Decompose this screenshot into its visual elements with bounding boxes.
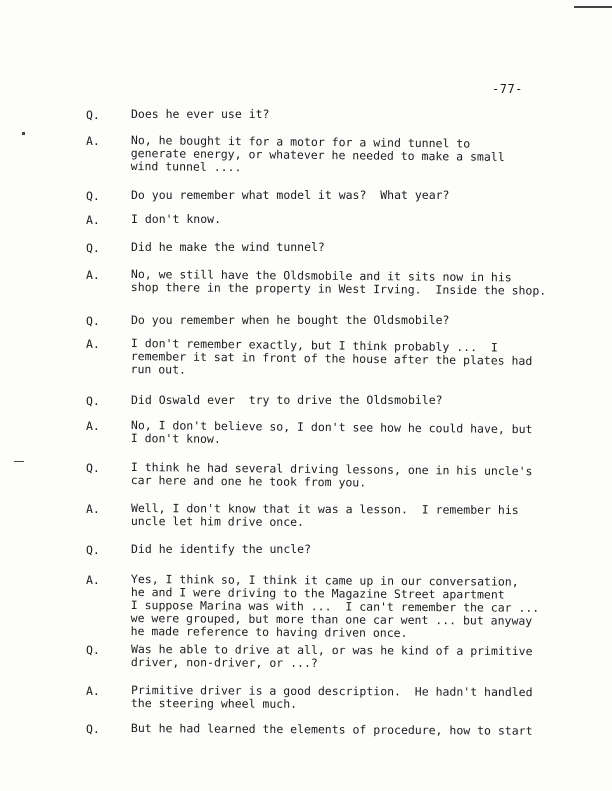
speaker-label: Q.	[86, 543, 100, 557]
entry-text: Yes, I think so, I think it came up in our conversation, he and I were driving to the Magazine Street apartment I suppose Marina was with ... I can't remember the car ... we were grouped, but more than one car went ... but anyway he made reference to having driven once.	[130, 572, 540, 640]
speaker-label: A.	[86, 684, 100, 698]
entry-text: Did he identify the uncle?	[131, 542, 312, 556]
entry-text: Do you remember when he bought the Oldsmobile?	[131, 313, 450, 327]
speaker-label: A.	[86, 573, 100, 587]
speaker-label: A.	[86, 502, 100, 516]
speaker-label: Q.	[86, 722, 100, 736]
entry-text: I don't know.	[131, 212, 222, 226]
speaker-label: Q.	[86, 108, 100, 122]
scan-mark	[14, 461, 24, 462]
scan-mark	[574, 6, 612, 8]
entry-text: Do you remember what model it was? What year?	[131, 188, 450, 202]
speaker-label: A.	[86, 134, 100, 148]
page-number: -77-	[492, 82, 523, 96]
entry-text: But he had learned the elements of procedure, how to start	[130, 721, 533, 738]
entry-text: No, I don't believe so, I don't see how he could have, but I don't know.	[130, 418, 533, 446]
entry-text: Primitive driver is a good description. He hadn't handled the steering wheel much.	[130, 683, 533, 711]
speaker-label: Q.	[86, 189, 100, 203]
entry-text: Did Oswald ever try to drive the Oldsmobile?	[131, 393, 443, 407]
speaker-label: A.	[86, 419, 100, 433]
speaker-label: A.	[86, 337, 100, 351]
speaker-label: A.	[86, 268, 100, 282]
entry-text: Was he able to drive at all, or was he kind of a primitive driver, non-driver, or ...?	[130, 642, 533, 670]
speaker-label: Q.	[86, 241, 100, 255]
speaker-label: Q.	[86, 461, 100, 475]
speaker-label: A.	[86, 213, 100, 227]
entry-text: No, we still have the Oldsmobile and it sits now in his shop there in the property in West Irving. Inside the shop.	[130, 267, 547, 298]
speaker-label: Q.	[86, 314, 100, 328]
speaker-label: Q.	[86, 394, 100, 408]
entry-text: Does he ever use it?	[131, 107, 270, 121]
entry-text: Well, I don't know that it was a lesson. I remember his uncle let him drive once.	[130, 501, 519, 529]
entry-text: Did he make the wind tunnel?	[131, 240, 325, 254]
entry-text: No, he bought it for a motor for a wind tunnel to generate energy, or whatever he needed to make a small wind tunnel ....	[130, 133, 505, 175]
scan-mark	[22, 132, 25, 135]
entry-text: I don't remember exactly, but I think probably ... I remember it sat in front of the house after the plates had run out.	[130, 336, 533, 377]
entry-text: I think he had several driving lessons, one in his uncle's car here and one he took from you.	[130, 460, 533, 490]
speaker-label: Q.	[86, 643, 100, 657]
